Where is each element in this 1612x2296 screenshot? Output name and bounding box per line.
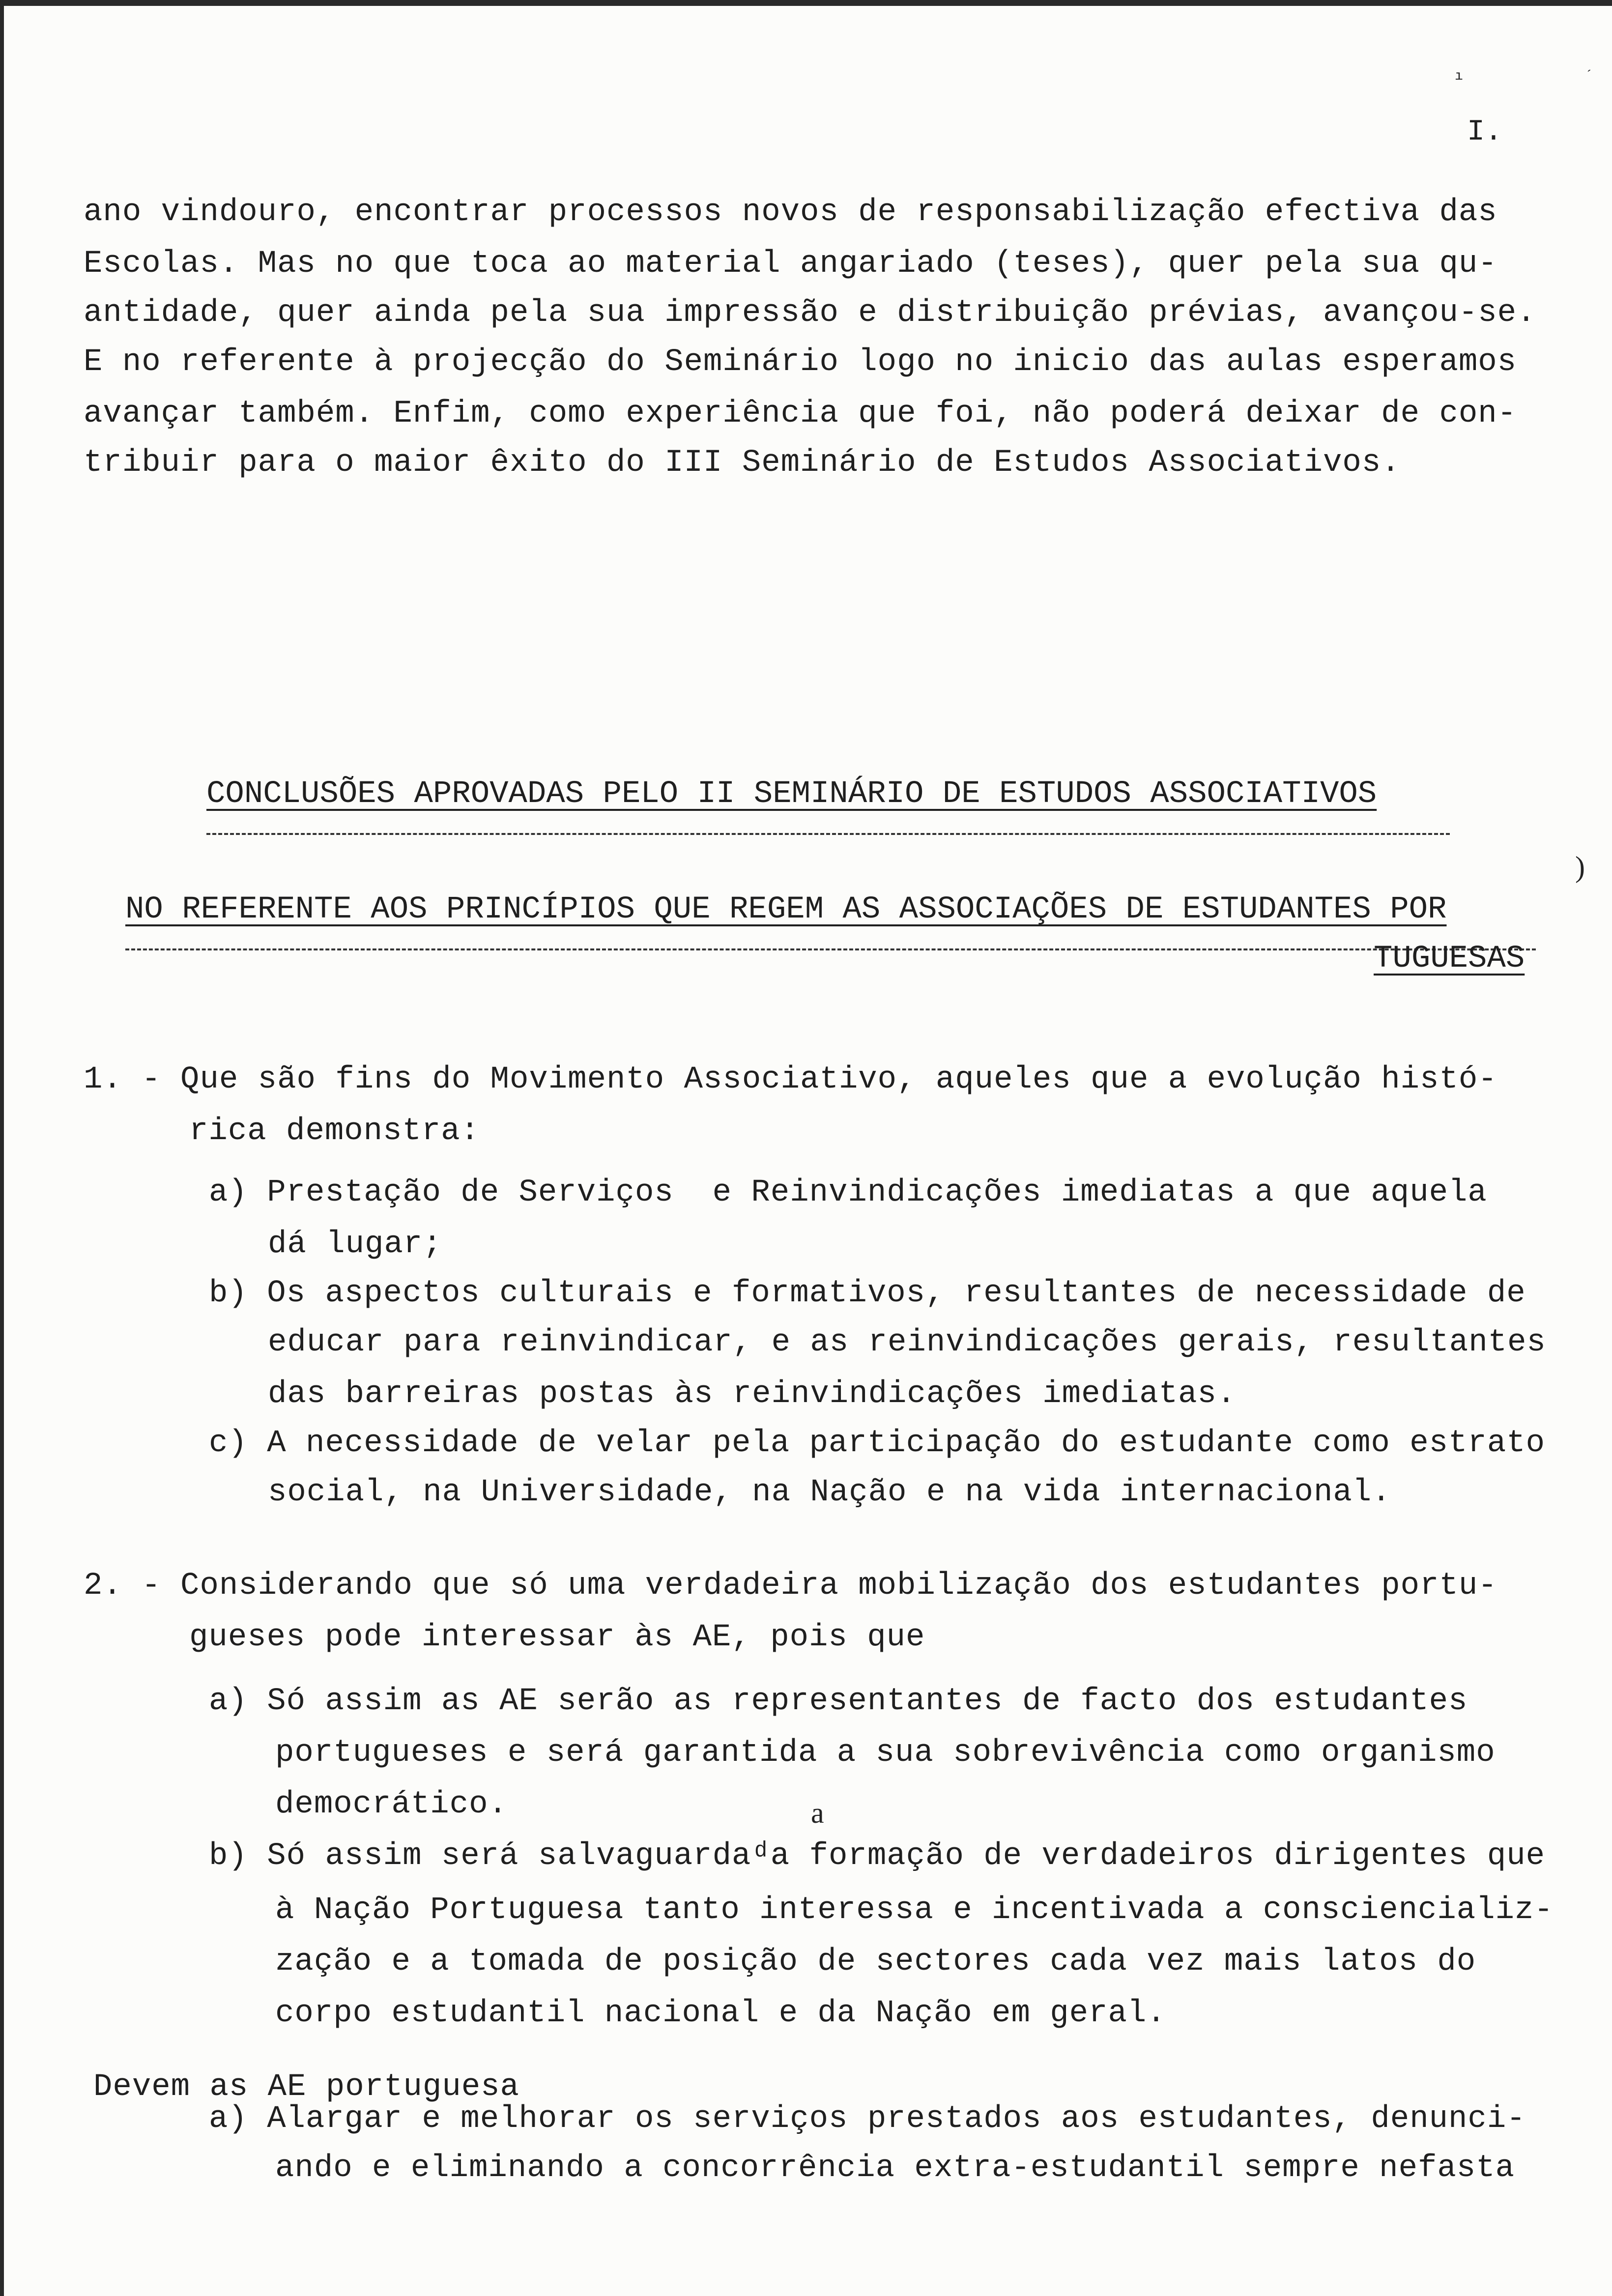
sub-item-b: b) Só assim será salvaguardaᵈa formação de verdadeiros dirigentes que (209, 1838, 1546, 1874)
item-text: rica demonstra: (189, 1114, 480, 1149)
sub-item-text: corpo estudantil nacional e da Nação em geral. (275, 1996, 1166, 2031)
sub-item-text: à Nação Portuguesa tanto interessa e incentivada a consciencializ- (275, 1893, 1554, 1928)
subtitle-line1: NO REFERENTE AOS PRINCÍPIOS QUE REGEM AS ASSOCIAÇÕES DE ESTUDANTES POR (125, 892, 1447, 927)
item-text: 1. - Que são fins do Movimento Associativo, aqueles que a evolução histó- (84, 1062, 1497, 1097)
intro-line: avançar também. Enfim, como experiência que foi, não poderá deixar de con- (84, 396, 1517, 431)
conclusions-title: CONCLUSÕES APROVADAS PELO II SEMINÁRIO DE ESTUDOS ASSOCIATIVOS (206, 776, 1377, 812)
sub-item-text: portugueses e será garantida a sua sobrevivência como organismo (275, 1735, 1496, 1771)
page-number: I. (1467, 115, 1503, 149)
sub-item-c: c) A necessidade de velar pela participação do estudante como estrato (209, 1426, 1546, 1461)
corner-mark-left: ı (1455, 69, 1463, 84)
sub-item-text: ando e eliminando a concorrência extra-estudantil sempre nefasta (275, 2151, 1515, 2186)
subtitle-double-underline (125, 948, 1536, 950)
item-text: gueses pode interessar às AE, pois que (189, 1620, 925, 1655)
margin-bracket-mark: ) (1575, 851, 1585, 883)
item-text: 2. - Considerando que só uma verdadeira mobilização dos estudantes portu- (84, 1568, 1497, 1604)
handwritten-insertion: a (811, 1797, 824, 1829)
intro-line: Escolas. Mas no que toca ao material angariado (teses), quer pela sua qu- (84, 246, 1497, 282)
intro-line: E no referente à projecção do Seminário logo no inicio das aulas esperamos (84, 344, 1517, 380)
sub-item-b: b) Os aspectos culturais e formativos, resultantes de necessidade de (209, 1276, 1526, 1311)
intro-line: antidade, quer ainda pela sua impressão e distribuição prévias, avançou-se. (84, 295, 1536, 331)
corner-mark-right: ´ (1585, 69, 1593, 84)
sub-item-text: dá lugar; (268, 1227, 442, 1262)
sub-item-text: social, na Universidade, na Nação e na vida internacional. (268, 1475, 1391, 1510)
sub-item-text: democrático. (275, 1787, 508, 1822)
sub-item-text: zação e a tomada de posição de sectores cada vez mais latos do (275, 1944, 1476, 1980)
sub-item-a: a) Alargar e melhorar os serviços prestados aos estudantes, denunci- (209, 2101, 1526, 2137)
title-double-underline (206, 833, 1450, 835)
sub-item-a: a) Só assim as AE serão as representantes de facto dos estudantes (209, 1684, 1468, 1719)
page-edge-left (0, 0, 4, 2296)
subtitle-line2: TUGUESAS (1374, 941, 1525, 976)
sub-item-a: a) Prestação de Serviços e Reinvindicações imediatas a que aquela (209, 1175, 1487, 1210)
sub-item-text: educar para reinvindicar, e as reinvindicações gerais, resultantes (268, 1325, 1546, 1360)
intro-line: ano vindouro, encontrar processos novos de responsabilização efectiva das (84, 195, 1497, 230)
intro-line: tribuir para o maior êxito do III Seminário de Estudos Associativos. (84, 445, 1401, 481)
sub-item-text: das barreiras postas às reinvindicações imediatas. (268, 1377, 1237, 1412)
page-edge-top (0, 0, 1612, 6)
closing-text: Devem as AE portuguesa (93, 2069, 519, 2105)
